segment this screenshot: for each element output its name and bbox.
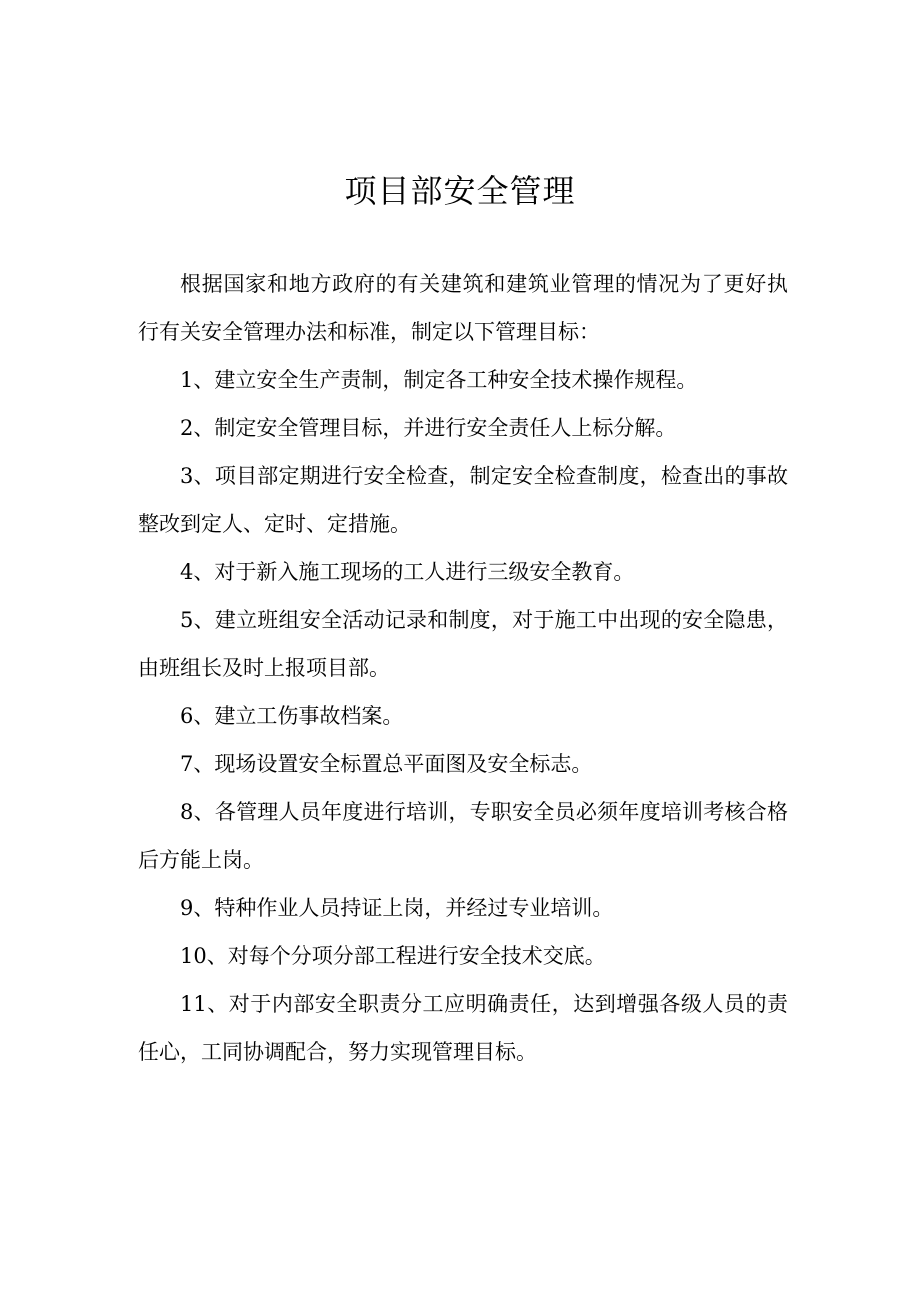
document-body	[138, 260, 788, 1076]
intro-paragraph: 根据国家和地方政府的有关建筑和建筑业管理的情况为了更好执行有关安全管理办法和标准，制定以下管理目标：	[138, 272, 788, 344]
list-item: 8、各管理人员年度进行培训，专职安全员必须年度培训考核合格后方能上岗。	[138, 800, 788, 872]
list-item: 2、制定安全管理目标，并进行安全责任人上标分解。	[180, 416, 677, 440]
list-item: 11、对于内部安全职责分工应明确责任，达到增强各级人员的责任心，工同协调配合，努力实现管理目标。	[138, 992, 788, 1064]
list-item: 5、建立班组安全活动记录和制度，对于施工中出现的安全隐患，由班组长及时上报项目部。	[138, 608, 788, 680]
list-item: 10、对每个分项分部工程进行安全技术交底。	[180, 944, 606, 968]
list-item: 6、建立工伤事故档案。	[180, 704, 404, 728]
list-item: 4、对于新入施工现场的工人进行三级安全教育。	[180, 560, 635, 584]
list-item: 7、现场设置安全标置总平面图及安全标志。	[180, 752, 593, 776]
list-item: 9、特种作业人员持证上岗，并经过专业培训。	[180, 896, 614, 920]
list-item: 3、项目部定期进行安全检查，制定安全检查制度，检查出的事故整改到定人、定时、定措施。	[138, 464, 788, 536]
list-item: 1、建立安全生产责制，制定各工种安全技术操作规程。	[180, 368, 698, 392]
document-title: 项目部安全管理	[344, 172, 576, 210]
